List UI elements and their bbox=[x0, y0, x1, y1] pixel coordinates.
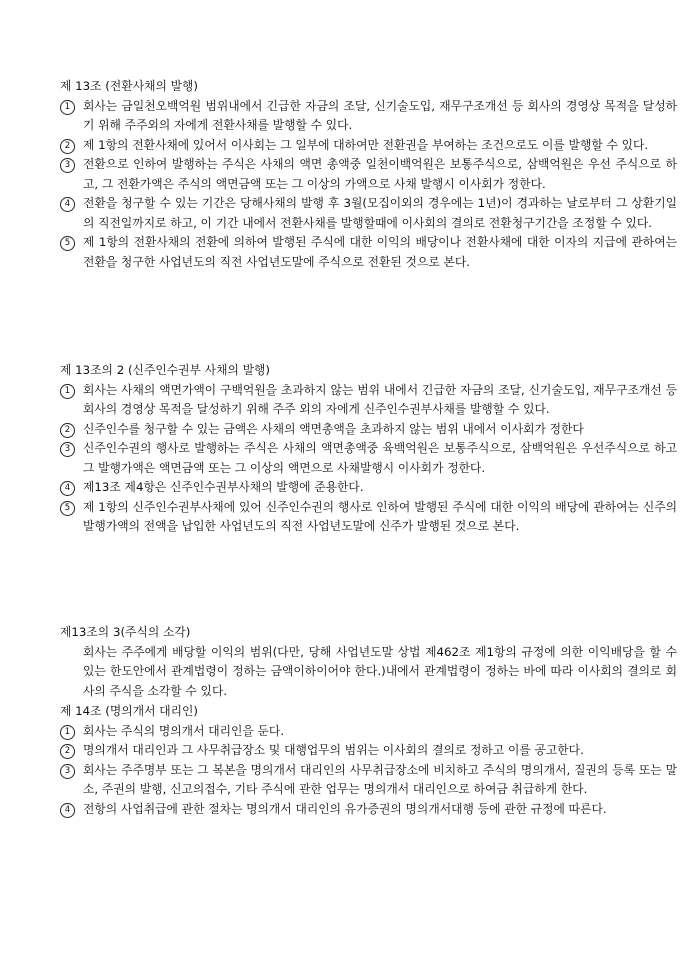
article-13-item-4-text: 전환을 청구할 수 있는 기간은 당해사채의 발행 후 3월(모집이외의 경우에는 1년)이 경과하는 날로부터 그 상환기일의 직전일까지로 하고, 이 기간 내에서 전환사채를 발행할때에 이사회의 결의로 전환청구기간을 조정할 수 있다. bbox=[83, 196, 677, 230]
article-13-item-1-text: 회사는 금일천오백억원 범위내에서 긴급한 자금의 조달, 신기술도입, 재무구조개선 등 회사의 경영상 목적을 달성하기 위해 주주외의 자에게 전환사채를 발행할 수 있다. bbox=[83, 98, 677, 132]
article-13-2-item-5 bbox=[60, 498, 677, 537]
article-13-2-item-1 bbox=[60, 381, 677, 420]
article-13-2-item-2-text: 신주인수를 청구할 수 있는 금액은 사채의 액면총액을 초과하지 않는 범위 내에서 이사회가 정한다 bbox=[83, 421, 584, 436]
circled-number-4: 4 bbox=[60, 803, 75, 818]
article-13-2-item-3-text: 신주인수권의 행사로 발행하는 주식은 사채의 액면총액중 육백억원은 보통주식으로, 삼백억원은 우선주식으로 하고 그 발행가액은 액면금액 또는 그 이상의 액면으로 사채발행시 이사회가 정한다. bbox=[83, 441, 678, 475]
article-13-3-paragraph: 회사는 주주에게 배당할 이익의 범위(다만, 당해 사업년도말 상법 제462조 제1항의 규정에 의한 이익배당을 할 수 있는 한도안에서 관계법령이 정하는 금액이하이어야 한다.)내에서 관계법령이 정하는 바에 따라 이사회의 결의로 회사의 주식을 소각할 수 있다. bbox=[83, 644, 677, 698]
circled-number-5: 5 bbox=[60, 501, 75, 516]
circled-number-3: 3 bbox=[60, 764, 75, 779]
article-13-item-1 bbox=[60, 97, 677, 136]
article-13-2-heading: 제 13조의 2 (신주인수권부 사채의 발행) bbox=[60, 363, 271, 377]
article-13-item-5-text: 제 1항의 전환사채의 전환에 의하여 발행된 주식에 대한 이익의 배당이나 전환사채에 대한 이자의 지급에 관하여는 전환을 청구한 사업년도의 직전 사업년도말에 주식으로 전환된 것으로 본다. bbox=[83, 235, 677, 269]
article-14-item-2 bbox=[60, 741, 677, 761]
article-13-item-2 bbox=[60, 136, 677, 156]
article-13-2 bbox=[60, 361, 677, 537]
circled-number-5: 5 bbox=[60, 236, 75, 251]
article-14 bbox=[60, 702, 677, 819]
circled-number-1: 1 bbox=[60, 725, 75, 740]
article-14-item-2-text: 명의개서 대리인과 그 사무취급장소 및 대행업무의 범위는 이사회의 결의로 정하고 이를 공고한다. bbox=[83, 743, 584, 757]
article-13 bbox=[60, 77, 677, 272]
circled-number-3: 3 bbox=[60, 158, 75, 173]
article-14-item-3 bbox=[60, 761, 677, 800]
article-13-heading: 제 13조 (전환사채의 발행) bbox=[60, 79, 199, 93]
article-14-item-4 bbox=[60, 800, 677, 820]
article-14-heading: 제 14조 (명의개서 대리인) bbox=[60, 704, 199, 718]
circled-number-2: 2 bbox=[60, 423, 75, 438]
article-13-2-item-1-text: 회사는 사채의 액면가액이 구백억원을 초과하지 않는 범위 내에서 긴급한 자금의 조달, 신기술도입, 재무구조개선 등 회사의 경영상 목적을 달성하기 위해 주주 외의 자에게 신주인수권부사채를 발행할 수 있다. bbox=[83, 382, 677, 416]
circled-number-1: 1 bbox=[60, 384, 75, 399]
article-13-2-item-4-text: 제13조 제4항은 신주인수권부사채의 발행에 준용한다. bbox=[83, 480, 364, 494]
article-13-2-item-2 bbox=[60, 420, 677, 440]
article-13-2-item-4 bbox=[60, 478, 677, 498]
article-14-item-1 bbox=[60, 722, 677, 742]
article-14-item-3-text: 회사는 주주명부 또는 그 복본을 명의개서 대리인의 사무취급장소에 비치하고 주식의 명의개서, 질권의 등록 또는 말소, 주권의 발행, 신고의접수, 기타 주식에 관한 업무는 명의개서 대리인으로 하여금 취급하게 한다. bbox=[83, 762, 677, 796]
article-13-3 bbox=[60, 623, 677, 701]
article-13-item-5 bbox=[60, 233, 677, 272]
article-13-item-2-text: 제 1항의 전환사채에 있어서 이사회는 그 일부에 대하여만 전환권을 부여하는 조건으로도 이를 발행할 수 있다. bbox=[83, 137, 649, 152]
circled-number-4: 4 bbox=[60, 481, 75, 496]
article-14-item-1-text: 회사는 주식의 명의개서 대리인을 둔다. bbox=[83, 723, 285, 738]
circled-number-4: 4 bbox=[60, 197, 75, 212]
article-14-item-4-text: 전항의 사업취급에 관한 절차는 명의개서 대리인의 유가증권의 명의개서대행 등에 관한 규정에 따른다. bbox=[83, 801, 607, 816]
article-13-2-item-3 bbox=[60, 439, 677, 478]
article-13-item-4 bbox=[60, 194, 677, 233]
article-13-item-3-text: 전환으로 인하여 발행하는 주식은 사채의 액면 총액중 일천이백억원은 보통주식으로, 삼백억원은 우선 주식으로 하고, 그 전환가액은 주식의 액면금액 또는 그 이상의 가액으로 사채 발행시 이사회가 정한다. bbox=[83, 157, 677, 191]
circled-number-1: 1 bbox=[60, 100, 75, 115]
article-13-3-heading: 제13조의 3(주식의 소각) bbox=[60, 625, 191, 639]
circled-number-2: 2 bbox=[60, 139, 75, 154]
circled-number-3: 3 bbox=[60, 442, 75, 457]
article-13-item-3 bbox=[60, 155, 677, 194]
circled-number-2: 2 bbox=[60, 744, 75, 759]
article-13-2-item-5-text: 제 1항의 신주인수권부사채에 있어 신주인수권의 행사로 인하여 발행된 주식에 대한 이익의 배당에 관하여는 신주의 발행가액의 전액을 납입한 사업년도의 직전 사업년도말에 신주가 발행된 것으로 본다. bbox=[83, 499, 678, 533]
